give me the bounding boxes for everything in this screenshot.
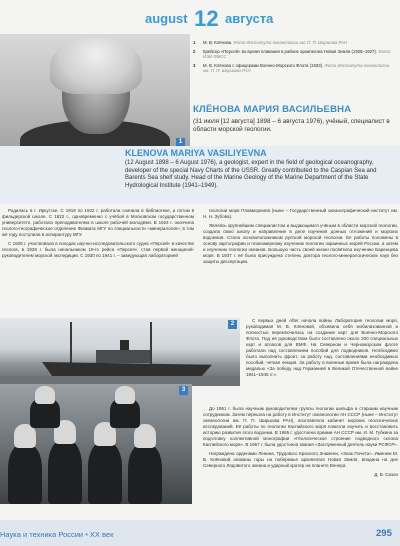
- footer-series: [0, 530, 113, 539]
- footer-title: Наука и техника России: [0, 530, 84, 539]
- crew-photo: [0, 384, 192, 504]
- paragraph: геологии моря Плавморнина (ныне – Государственный океанографический институт им. Н. Н. Зубова).: [203, 208, 398, 219]
- month-ru: августа: [225, 11, 274, 26]
- caption-credit: Фото: ИЭИ ФМСС: [203, 48, 392, 60]
- text-column-1: [2, 208, 194, 262]
- caption-number: 1: [193, 40, 196, 45]
- intro-ru: (31 июля [12 августа] 1898 – 6 августа 1976), учёный, специалист в области морской геологии.: [193, 118, 390, 133]
- ship-photo: [0, 318, 240, 386]
- intro-en: (12 August 1898 – 6 August 1976), a geologist, expert in the field of geological oceanography, developer of the special Navy Charts of the USSR. Greatly contributed to the Caspian Sea and Barents Sea shelf study. Head of the Marine Geology of the Marine Department of the State Hydrological Institute (1941–1949).: [125, 160, 377, 190]
- caption-text: Крейсер «Персей» во время плавания в районе архипелага Новая Земля (1925–1927).: [203, 48, 378, 54]
- day-number: 12: [194, 6, 219, 31]
- paragraph: Родилась в г. Иркутске. С 1918 по 1922 г. работала сначала в библиотеке, а потом в фильдерской школе. С 1922 г., одновременно с учёбой в Московском государственном университете, работала преподавателем в школе рабочей молодёжи. В 1924 г. окончила геолого-географическое отделение Физмата МГУ по специальности «минералогия», в том же году поступила в аспирантуру МГУ.: [2, 208, 194, 237]
- footer-separator: •: [85, 530, 88, 539]
- month-en: august: [145, 11, 188, 26]
- photo-number-3: 3: [179, 386, 188, 395]
- caption-text: М. В. Клёнова с офицерами Военно-Морского Флота (1933).: [203, 62, 324, 68]
- paragraph: С первых дней After начала войны Лаборатория геологии моря, руководимая М. В. Клёновой, объявила себя мобилизованной и полностью переключилась на создание карт для Военно-Морского Флота. Под её руководством было составлено около 200 специальных карт и атласов для ВМФ. На Северном и Черноморском флоте работали над составлением пособий для подводников. Необходимо было выполнить фронт, за работу над, составлениями необходимых пособий, четкая лекция. За работу в военные время была награждена медалью «За победу над Германией в Великой Отечественной войне 1941–1945 гг.».: [246, 318, 398, 377]
- portrait-photo: [0, 34, 190, 146]
- header-band: [0, 0, 400, 32]
- person-name-ru: КЛЁНОВА МАРИЯ ВАСИЛЬЕВНА: [193, 104, 352, 115]
- footer-century: XX век: [89, 530, 114, 539]
- caption-number: 2: [193, 48, 196, 54]
- caption-item: [193, 49, 393, 60]
- caption-text: М. В. Клёнова.: [203, 40, 233, 45]
- caption-credit: Фото Института океанологии им. П. П. Ширшова РАН: [203, 62, 390, 74]
- caption-credit: Фото Института океанологии им. П. П. Ширшова РАН: [233, 40, 347, 45]
- photo-captions: [193, 40, 393, 77]
- page-number: 295: [376, 528, 392, 539]
- text-column-3: [246, 318, 398, 381]
- photo-number-2: 2: [228, 320, 237, 329]
- photo-number-1: 1: [176, 138, 185, 146]
- date-title: [145, 6, 273, 32]
- paragraph: До 1951 г. была научным руководителем группы геологии шельфа и старшим научным сотрудником. Затем перешла на работу в Институт океанологии АН СССР (ныне – Институт океанологии им. П. П. Ширшова РАН), возглавляла кабинет морских геологических исследований. Её работы по геологии Каспийского моря помогли изучить и восстановить историю развития этого водоема. В 1965 г. удостоена премии АН СССР им. И. М. Губкина за подготовку коллективной монографии «Геологическое строение подводного склона Каспийского моря». В 1967 г. была удостоена звания «Заслуженный деятель науки РСФСР».: [203, 406, 398, 447]
- bio-header-ru: [193, 104, 393, 134]
- english-banner: [0, 146, 400, 204]
- paragraph: С 1925 г. участвовала в походах научно-исследовательского судна «Персей» в качестве геолога, в 1929 г. была начальником 19-го рейса «Персея», став первой женщиной-руководителем морской экспедиции. С 1930 по 1941 г. – заведующая лабораторией: [2, 241, 194, 258]
- caption-item: [193, 63, 393, 74]
- paragraph: Награждена орденами Ленина, Трудового Красного Знамени, «Знак Почета». Именем М. В. Клёновой названы горы на побережье архипелага Новая Земля, впадина на дне Северного Ледовитого океана и ударный кратер на планете Венера.: [203, 451, 398, 468]
- caption-item: [193, 40, 393, 46]
- author-signature: Д. В. Сазон: [374, 472, 398, 477]
- text-column-2: [203, 208, 398, 268]
- text-column-4: [203, 406, 398, 481]
- person-name-en: KLENOVA MARIYA VASILIYEVNA: [125, 148, 267, 158]
- caption-number: 3: [193, 62, 196, 68]
- paragraph: Являясь крупнейшим специалистом и выдающимся учёным в области морской геологии, создала свою школу и направление в деле изучения донных отложений и морских водоемов. Стала основоположником русской морской геологии. Ее работы положены в основу картографии и планомерному изучению геологии окраинных морей России, а затем и изучению геологии океанов. Большую часть своей жизни посвятила изучению Баренцева моря. В 1937 г. её была присуждена степень доктора геолого-минералогических наук без защиты диссертации.: [203, 223, 398, 264]
